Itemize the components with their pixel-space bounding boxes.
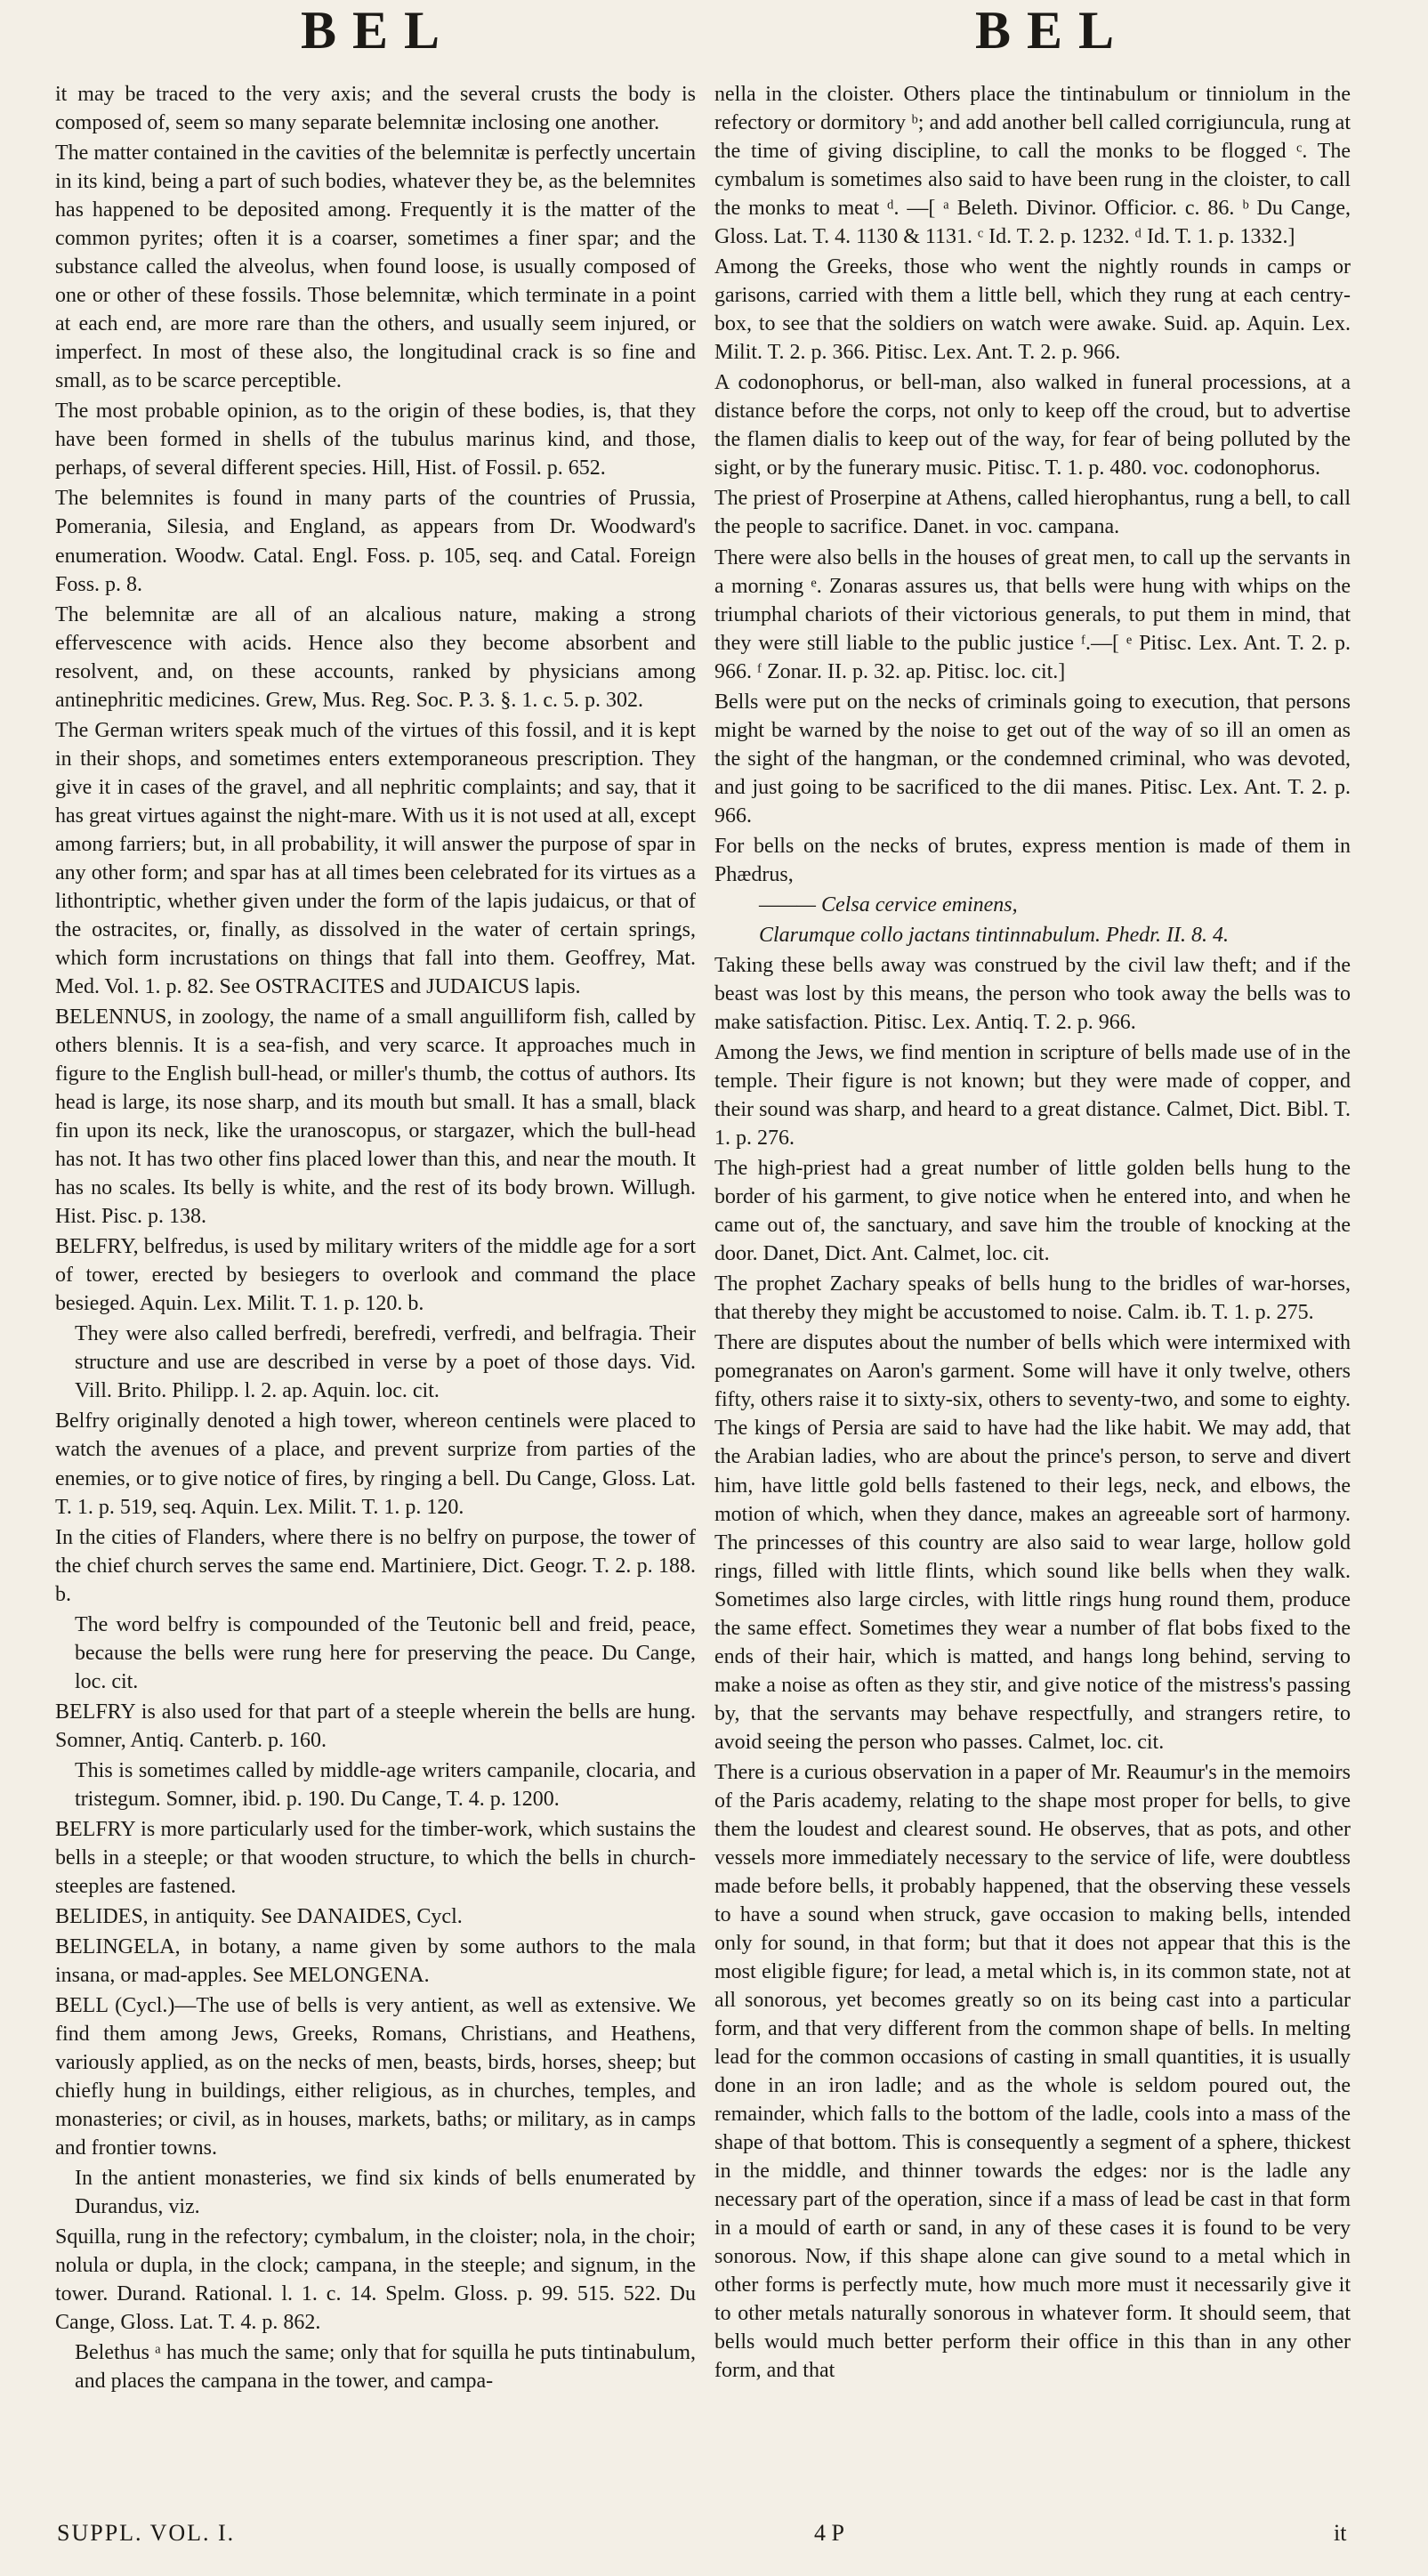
entry-belides: BELIDES, in antiquity. See DANAIDES, Cycl.	[55, 1904, 463, 1928]
paragraph: The high-priest had a great number of little golden bells hung to the border of his garment, to give notice when he entered into, and when he came out of, the sanctuary, and save him the trouble of knocking at the door. Danet, Dict. Ant. Calmet, loc. cit.	[714, 1157, 1351, 1266]
right-column	[714, 80, 1351, 2514]
paragraph: This is sometimes called by middle-age writers campanile, clocaria, and tristegum. Somner, ibid. p. 190. Du Cange, T. 4. p. 1200.	[75, 1758, 696, 1811]
paragraph: The most probable opinion, as to the origin of these bodies, is, that they have been formed in shells of the tubulus marinus kind, and those, perhaps, of several different species. Hill, Hist. of Fossil. p. 652.	[55, 400, 696, 480]
verse-line: ——— Celsa cervice eminens,	[759, 892, 1018, 917]
paragraph: The priest of Proserpine at Athens, called hierophantus, rung a bell, to call the people to sacrifice. Danet. in voc. campana.	[714, 487, 1351, 539]
paragraph: nella in the cloister. Others place the tintinabulum or tinniolum in the refectory or dormitory ᵇ; and add another bell called corrigiuncula, rung at the time of giving discipline, to call the monks to be flogged ᶜ. The cymbalum is sometimes also said to have been rung in the cloister, to call the monks to meat ᵈ. —[ ᵃ Beleth. Divinor. Officior. c. 86. ᵇ Du Cange, Gloss. Lat. T. 4. 1130 & 1131. ᶜ Id. T. 2. p. 1232. ᵈ Id. T. 1. p. 1332.]	[714, 83, 1351, 249]
catchword: it	[1334, 2520, 1347, 2546]
entry-belfry-timber: BELFRY is more particularly used for the timber-work, which sustains the bells in a steeple; or that wooden structure, to which the bells in church-steeples are fastened.	[55, 1817, 696, 1898]
left-column	[55, 80, 696, 2514]
paragraph: In the antient monasteries, we find six kinds of bells enumerated by Durandus, viz.	[75, 2167, 696, 2219]
entry-belennus: BELENNUS, in zoology, the name of a small anguilliform fish, called by others blennis. It is a sea-fish, and very scarce. It approaches much in figure to the English bull-head, or miller's thumb, the cottus of authors. Its head is large, its nose sharp, and its mouth but small. It has a small, black fin upon its neck, like the uranoscopus, or stargazer, which the bull-head has not. It has two other fins placed lower than this, and near the mouth. It has no scales. Its belly is white, and the rest of its body brown. Willugh. Hist. Pisc. p. 138.	[55, 1005, 696, 1229]
running-head-right: BEL	[975, 1, 1131, 60]
paragraph: The belemnites is found in many parts of the countries of Prussia, Pomerania, Silesia, and England, as appears from Dr. Woodward's enumeration. Woodw. Catal. Engl. Foss. p. 105, seq. and Catal. Foreign Foss. p. 8.	[55, 487, 696, 596]
paragraph: Belethus ᵃ has much the same; only that for squilla he puts tintinabulum, and places the campana in the tower, and campa-	[75, 2341, 696, 2394]
running-head-left: BEL	[301, 1, 456, 60]
paragraph: Among the Jews, we find mention in scripture of bells made use of in the temple. Their figure is not known; but they were made of copper, and their sound was sharp, and heard to a great distance. Calmet, Dict. Bibl. T. 1. p. 276.	[714, 1041, 1351, 1151]
paragraph: The German writers speak much of the virtues of this fossil, and it is kept in their shops, and sometimes enters extemporaneous prescription. They give it in cases of the gravel, and all nephritic complaints; and say, that it has great virtues against the night-mare. With us it is not used at all, except among farriers; but, in all probability, it will answer the purpose of spar in any other form; and spar has at all times been celebrated for its virtues as a lithontriptic, whether given under the form of the lapis judaicus, or that of the ostracites, or, finally, as dissolved in the water of certain springs, which form incrustations on things that fall into them. Geoffrey, Mat. Med. Vol. 1. p. 82. See OSTRACITES and JUDAICUS lapis.	[55, 718, 696, 998]
signature-mark: 4 P	[814, 2520, 844, 2546]
paragraph: The word belfry is compounded of the Teutonic bell and freid, peace, because the bells were rung here for preserving the peace. Du Cange, loc. cit.	[75, 1612, 696, 1693]
paragraph: Among the Greeks, those who went the nightly rounds in camps or garisons, carried with them a little bell, which they rung at each centry-box, to see that the soldiers on watch were awake. Suid. ap. Aquin. Lex. Milit. T. 2. p. 366. Pitisc. Lex. Ant. T. 2. p. 966.	[714, 255, 1351, 365]
paragraph: it may be traced to the very axis; and the several crusts the body is composed of, seem so many separate belemnitæ inclosing one another.	[55, 83, 696, 135]
paragraph: There is a curious observation in a paper of Mr. Reaumur's in the memoirs of the Paris academy, relating to the shape most proper for bells, to give them the loudest and clearest sound. He observes, that as pots, and other vessels more immediately necessary to the service of life, were doubtless made before bells, it probably happened, that the observing these vessels to have a sound when struck, gave occasion to making bells, intended only for sound, in that form; but that it does not appear that this is the most eligible figure; for lead, a metal which is, in its common state, not at all sonorous, yet becomes greatly so on its being cast into a particular form, and that very different from the common shape of bells. In melting lead for the common occasions of casting in small quantities, it is usually done in an iron ladle; and as the whole is seldom poured out, the remainder, which falls to the bottom of the ladle, cools into a mass of the shape of that bottom. This is consequently a segment of a sphere, thickest in the middle, and thinner towards the edges: nor is the ladle any necessary part of the operation, since if a mass of lead be cast in that form in a mould of earth or sand, in any of these cases it is found to be very sonorous. Now, if this shape alone can give sound to a metal which in other forms is perfectly mute, how much more must it necessarily give it to other metals naturally sonorous in whatever form. It should seem, that bells would much better perform their office in this than in any other form, and that	[714, 1760, 1351, 2383]
paragraph: For bells on the necks of brutes, express mention is made of them in Phædrus,	[714, 834, 1351, 886]
paragraph: Taking these bells away was construed by the civil law theft; and if the beast was lost by this means, the person who took away the bells was to make satisfaction. Pitisc. Lex. Antiq. T. 2. p. 966.	[714, 953, 1351, 1034]
paragraph: Bells were put on the necks of criminals going to execution, that persons might be warned by the noise to get out of the way of so ill an omen as the sight of the hangman, or the condemned criminal, who was devoted, and just going to be sacrificed to the dii manes. Pitisc. Lex. Ant. T. 2. p. 966.	[714, 690, 1351, 828]
volume-footer: SUPPL. VOL. I.	[57, 2520, 236, 2546]
entry-belingela: BELINGELA, in botany, a name given by some authors to the mala insana, or mad-apples. See MELONGENA.	[55, 1935, 696, 1988]
entry-belfry: BELFRY, belfredus, is used by military writers of the middle age for a sort of tower, erected by besiegers to overlook and command the place besieged. Aquin. Lex. Milit. T. 1. p. 120. b.	[55, 1235, 696, 1316]
paragraph: The prophet Zachary speaks of bells hung to the bridles of war-horses, that thereby they might be accustomed to noise. Calm. ib. T. 1. p. 275.	[714, 1272, 1351, 1325]
paragraph: Belfry originally denoted a high tower, whereon centinels were placed to watch the avenues of a place, and prevent surprize from parties of the enemies, or to give notice of fires, by ringing a bell. Du Cange, Gloss. Lat. T. 1. p. 519, seq. Aquin. Lex. Milit. T. 1. p. 120.	[55, 1409, 696, 1519]
paragraph: The belemnitæ are all of an alcalious nature, making a strong effervescence with acids. Hence also they become absorbent and resolvent, and, on these accounts, ranked by physicians among antinephritic medicines. Grew, Mus. Reg. Soc. P. 3. §. 1. c. 5. p. 302.	[55, 602, 696, 712]
paragraph: There are disputes about the number of bells which were intermixed with pomegranates on Aaron's garment. Some will have it only twelve, others fifty, others raise it to sixty-six, others to seventy-two, and some to eighty. The kings of Persia are said to have had the like habit. We may add, that the Arabian ladies, who are about the prince's person, to serve and divert him, have little gold bells fastened to their legs, neck, and elbows, the motion of which, when they dance, makes an agreeable sort of harmony. The princesses of this country are also said to wear large, hollow gold rings, filled with little flints, which sound like bells when they walk. Sometimes also large circles, with little rings hung round them, produce the same effect. Sometimes they wear a number of flat bobs fixed to the ends of their hair, which is matted, and hangs long behind, serving to make a noise as often as they stir, and give notice of the mistress's passing by, that the servants may behave respectfully, and strangers retire, to avoid seeing the person who passes. Calmet, loc. cit.	[714, 1331, 1351, 1754]
paragraph: In the cities of Flanders, where there is no belfry on purpose, the tower of the chief church serves the same end. Martiniere, Dict. Geogr. T. 2. p. 188. b.	[55, 1525, 696, 1606]
verse-line: Clarumque collo jactans tintinnabulum. Phedr. II. 8. 4.	[759, 923, 1229, 947]
paragraph: Squilla, rung in the refectory; cymbalum, in the cloister; nola, in the choir; nolula or dupla, in the clock; campana, in the steeple; and signum, in the tower. Durand. Rational. l. 1. c. 14. Spelm. Gloss. p. 99. 515. 522. Du Cange, Gloss. Lat. T. 4. p. 862.	[55, 2225, 696, 2335]
paragraph: There were also bells in the houses of great men, to call up the servants in a morning ᵉ. Zonaras assures us, that bells were hung with whips on the triumphal chariots of their victorious generals, to put them in mind, that they were still liable to the public justice ᶠ.—[ ᵉ Pitisc. Lex. Ant. T. 2. p. 966. ᶠ Zonar. II. p. 32. ap. Pitisc. loc. cit.]	[714, 545, 1351, 683]
paragraph: The matter contained in the cavities of the belemnitæ is perfectly uncertain in its kind, being a part of such bodies, whatever they be, as the belemnites has happened to be deposited among. Frequently it is the matter of the common pyrites; often it is a coarser, sometimes a finer spar; and the substance called the alveolus, when found loose, is usually composed of one or other of these fossils. Those belemnitæ, which terminate in a point at each end, are more rare than the others, and usually seem injured, or imperfect. In most of these also, the longitudinal crack is so fine and small, as to be scarce perceptible.	[55, 141, 696, 393]
paragraph: They were also called berfredi, berefredi, verfredi, and belfragia. Their structure and use are described in verse by a poet of those days. Vid. Vill. Brito. Philipp. l. 2. ap. Aquin. loc. cit.	[75, 1322, 696, 1403]
entry-belfry-steeple: BELFRY is also used for that part of a steeple wherein the bells are hung. Somner, Antiq. Canterb. p. 160.	[55, 1700, 696, 1752]
entry-bell: BELL (Cycl.)—The use of bells is very antient, as well as extensive. We find them among Jews, Greeks, Romans, Christians, and Heathens, variously applied, as on the necks of men, beasts, birds, horses, sheep; but chiefly hung in buildings, either religious, as in churches, temples, and monasteries; or civil, as in houses, markets, baths; or military, as in camps and frontier towns.	[55, 1994, 696, 2160]
paragraph: A codonophorus, or bell-man, also walked in funeral processions, at a distance before the corps, not only to keep off the croud, but to advertise the flamen dialis to keep out of the way, for fear of being polluted by the sight, or by the funerary music. Pitisc. T. 1. p. 480. voc. codonophorus.	[714, 371, 1351, 480]
